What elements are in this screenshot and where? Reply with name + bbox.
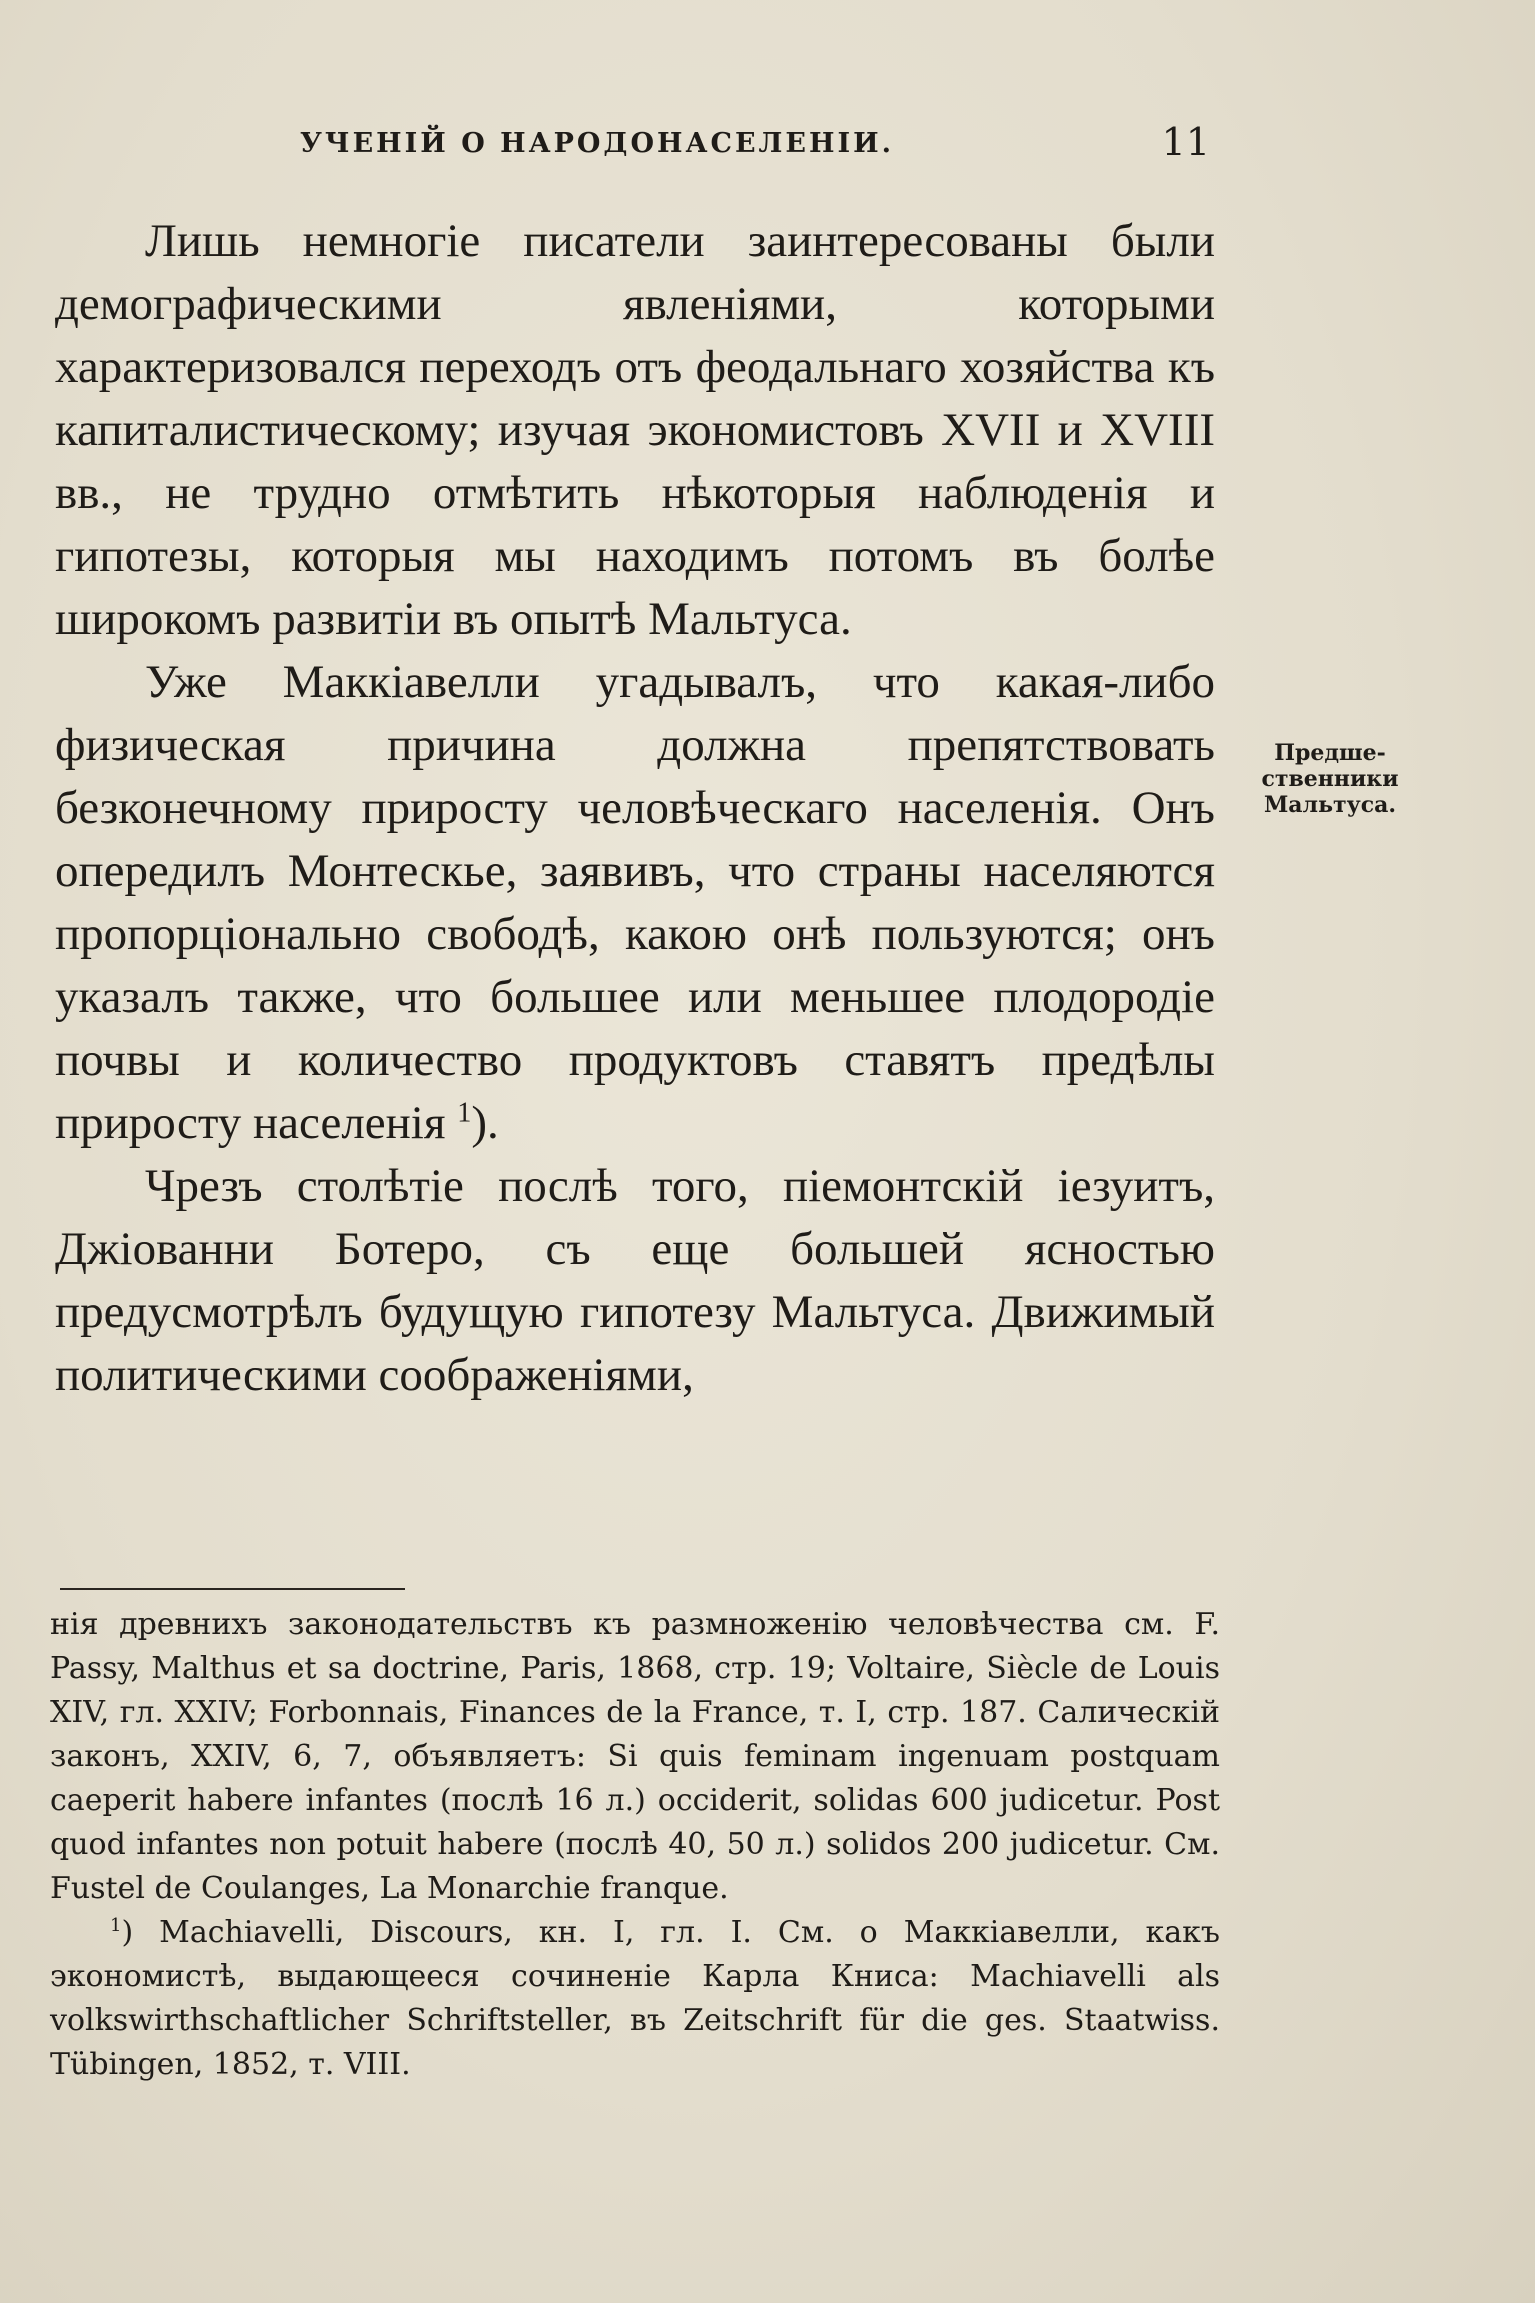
paragraph-2-text: Уже Маккіавелли угадывалъ, что какая-либо физическая причина должна препятствовать безконечному приросту человѣческаго населенія. Онъ опередилъ Монтескье, заявивъ, что страны населяются пропорціонально свободѣ, какою онѣ пользуются; онъ указалъ также, что большее или меньшее плодородіе почвы и количество продуктовъ ставятъ предѣлы приросту населенія (55, 656, 1215, 1149)
main-text (55, 210, 1215, 1407)
footnote-continuation: нія древнихъ законодательствъ къ размноженію человѣчества см. F. Passy, Malthus et sa doctrine, Paris, 1868, стр. 19; Voltaire, Siècle de Louis XIV, гл. XXIV; Forbonnais, Finances de la France, т. I, стр. 187. Салическій законъ, XXIV, 6, 7, объявляетъ: Si quis feminam ingenuam postquam caeperit habere infantes (послѣ 16 л.) occiderit, solidas 600 judicetur. Post quod infantes non potuit habere (послѣ 40, 50 л.) solidos 200 judicetur. См. Fustel de Coulanges, La Monarchie franque. (50, 1607, 1220, 1906)
margin-note-line-3: Мальтуса. (1263, 792, 1397, 818)
footnote-1-mark: 1 (110, 1915, 122, 1936)
footnote-1-text: ) Machiavelli, Discours, кн. I, гл. I. См. о Маккіавелли, какъ экономистѣ, выдающееся сочиненіе Карла Книса: Machiavelli als volkswirthschaftlicher Schriftsteller, въ Zeitschrift für die ges. Staatwiss. Tübingen, 1852, т. VIII. (50, 1915, 1220, 2082)
paragraph-1: Лишь немногіе писатели заинтересованы были демографическими явленіями, которыми характеризовался переходъ отъ феодальнаго хозяйства къ капиталистическому; изучая экономистовъ XVII и XVIII вв., не трудно отмѣтить нѣкоторыя наблюденія и гипотезы, которыя мы находимъ потомъ въ болѣе широкомъ развитіи въ опытѣ Мальтуса. (55, 215, 1215, 645)
footnotes (50, 1603, 1220, 2087)
header-title: УЧЕНІЙ О НАРОДОНАСЕЛЕНІИ. (300, 128, 895, 159)
footnote-1 (50, 1911, 1220, 2087)
paragraph-2 (55, 651, 1215, 1155)
paragraph-3: Чрезъ столѣтіе послѣ того, піемонтскій іезуитъ, Джіованни Ботеро, съ еще большей ясностью предусмотрѣлъ будущую гипотезу Мальтуса. Движимый политическими соображеніями, (55, 1160, 1215, 1401)
page-number: 11 (1161, 120, 1210, 164)
footnote-mark: 1 (457, 1097, 472, 1129)
margin-note-line-2: ственники (1261, 766, 1399, 792)
margin-note-line-1: Предше- (1274, 740, 1386, 766)
paragraph-2-end: ). (471, 1097, 499, 1149)
footnote-rule (60, 1588, 405, 1590)
running-header (300, 118, 1210, 178)
margin-note (1240, 740, 1420, 818)
